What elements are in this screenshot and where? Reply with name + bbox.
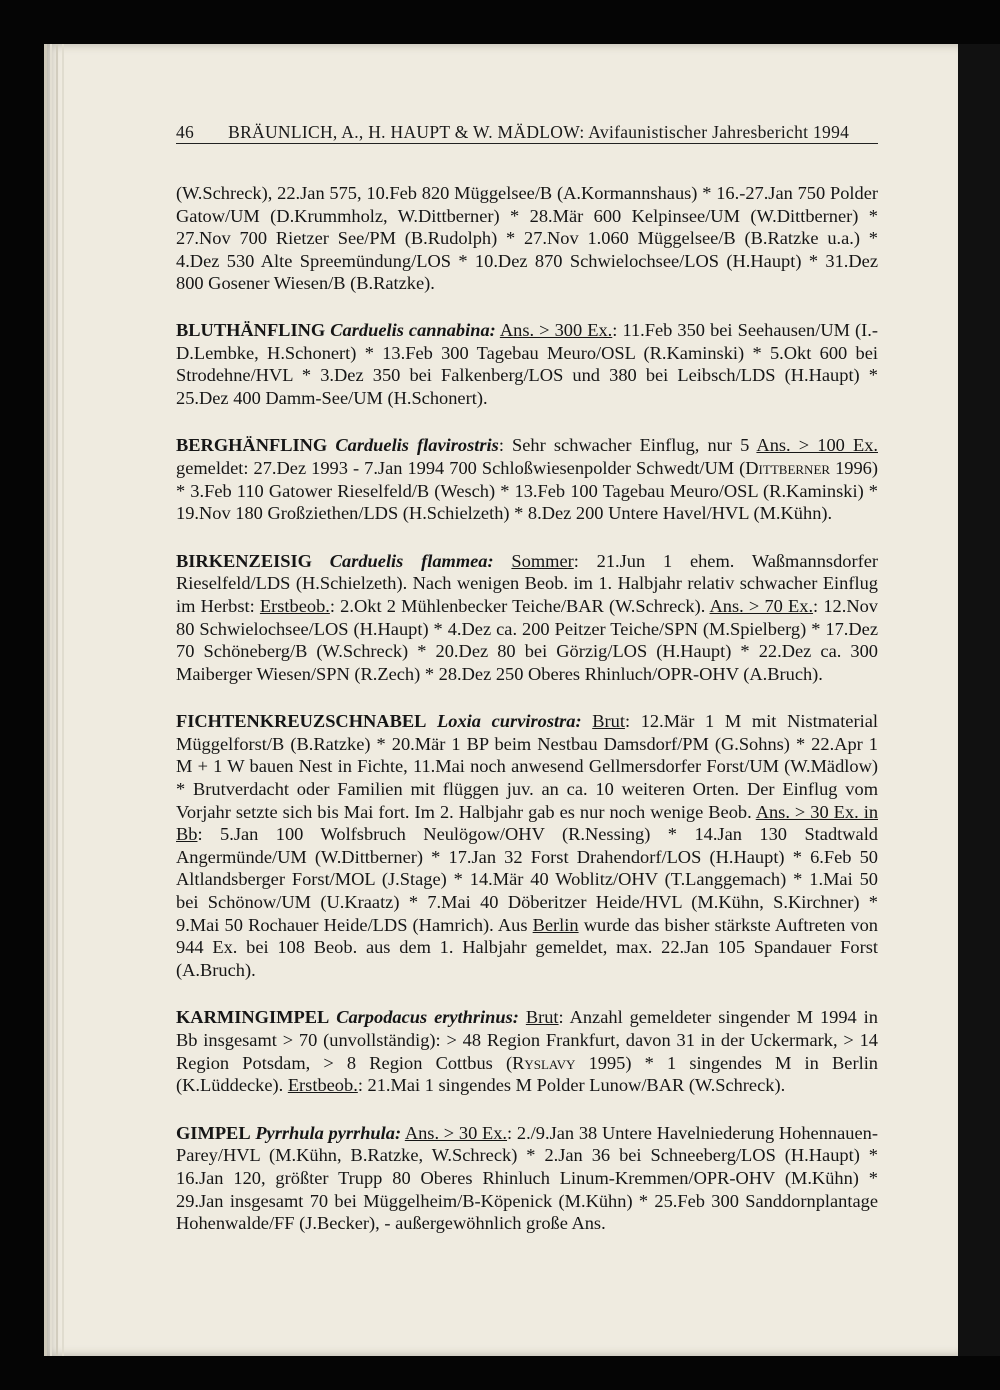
main-text xyxy=(176,182,878,1260)
species-name: BIRKENZEISIG xyxy=(176,550,312,571)
entry-text: : 21.Jun 1 ehem. Waßmannsdorfer Rieselfeld/LDS (H.Schielzeth). Nach wenigen Beob. im 1. Halbjahr relativ schwacher Einflug im Herbst: xyxy=(176,550,878,616)
species-name: KARMINGIMPEL xyxy=(176,1007,330,1028)
section-label: Ans. > 70 Ex. xyxy=(709,595,814,616)
entry-text: : 2.Okt 2 Mühlenbecker Teiche/BAR (W.Schreck). xyxy=(329,595,710,616)
intro-paragraph xyxy=(176,182,878,295)
page-edge xyxy=(62,44,64,1356)
binding-gutter xyxy=(958,44,1000,1356)
species-entry-fichtenkreuzschnabel: FICHTENKREUZSCHNABEL Loxia curvirostra: Brut: 12.Mär 1 M mit Nistmaterial Müggelforst/B (B.Ratzke) * 20.Mär 1 BP beim Nestbau Damsdorf/PM (G.Sohns) * 22.Apr 1 M + 1 W bauen Nest in Fichte, 11.Mai noch anwesend Gellmersdorfer Forst/UM (W.Mädlow) * Brutverdacht oder Familien mit flüggen juv. an ca. 10 weiteren Orten. Der Einflug vom Vorjahr setzte sich bis Mai fort. Im 2. Halbjahr gab es nur noch wenige Beob. Ans. > 30 Ex. in Bb: 5.Jan 100 Wolfsbruch Neulögow/OHV (R.Nessing) * 14.Jan 130 Stadtwald Angermünde/UM (W.Dittberner) * 17.Jan 32 Forst Drahendorf/LOS (H.Haupt) * 6.Feb 50 Altlandsberger Forst/MOL (J.Stage) * 14.Mär 40 Woblitz/OHV (T.Langgemach) * 1.Mai 50 bei Schönow/UM (U.Kraatz) * 7.Mai 40 Döberitzer Heide/HVL (M.Kühn, S.Kirchner) * 9.Mai 50 Rochauer Heide/LDS (Hamrich). Aus Berlin wurde das bisher stärkste Auftreten von 944 Ex. bei 108 Beob. aus dem 1. Halbjahr gemeldet, max. 22.Jan 105 Spandauer Forst (A.Bruch). xyxy=(176,711,879,980)
species-name: BERGHÄNFLING xyxy=(176,435,328,456)
entry-text: 1995) * 1 singendes M in Berlin (K.Lüddecke). xyxy=(176,1052,878,1096)
entry-text: : 12.Nov 80 Schwielochsee/LOS (H.Haupt) * 4.Dez ca. 200 Peitzer Teiche/SPN (M.Spielberg) * 17.Dez 70 Schöneberg/B (W.Schreck) * 20.Dez 80 bei Görzig/LOS (H.Haupt) * 22.Dez ca. 300 Maiberger Wiesen/SPN (R.Zech) * 28.Dez 250 Oberes Rhinluch/OPR-OHV (A.Bruch). xyxy=(176,595,878,684)
entry-text: : Sehr schwacher Einflug, nur 5 xyxy=(498,435,757,456)
reference-author: Dittberner xyxy=(745,457,831,478)
entry-text: gemeldet: 27.Dez 1993 - 7.Jan 1994 700 Schloßwiesenpolder Schwedt/UM ( xyxy=(176,457,746,478)
running-header xyxy=(176,121,878,144)
section-label: Brut xyxy=(525,1007,559,1028)
entry-text: : 2./9.Jan 38 Untere Havelniederung Hohennauen-Parey/HVL (M.Kühn, B.Ratzke, W.Schreck) * 2.Jan 36 bei Schneeberg/LOS (H.Haupt) * 16.Jan 120, größter Trupp 80 Oberes Rhinluch Linum-Kremmen/OPR-OHV (M.Kühn) * 29.Jan insgesamt 70 bei Müggelheim/B-Köpenick (M.Kühn) * 25.Feb 300 Sanddornplantage Hohenwalde/FF (J.Becker), - außergewöhnlich große Ans. xyxy=(176,1122,878,1234)
scientific-name: Carduelis flammea xyxy=(329,550,488,571)
page-number: 46 xyxy=(176,122,195,142)
section-label: Ans. > 30 Ex. xyxy=(404,1122,508,1143)
section-label: Erstbeob. xyxy=(287,1075,358,1096)
species-name: GIMPEL xyxy=(176,1122,251,1143)
species-entry-karmingimpel: KARMINGIMPEL Carpodacus erythrinus: Brut: Anzahl gemeldeter singender M 1994 in Bb insgesamt > 70 (unvollständig): > 48 Region Frankfurt, davon 31 in der Uckermark, > 14 Region Potsdam, > 8 Region Cottbus (Ryslavy 1995) * 1 singendes M in Berlin (K.Lüddecke). Erstbeob.: 21.Mai 1 singendes M Polder Lunow/BAR (W.Schreck). xyxy=(176,1007,878,1096)
species-entry-bluthaenfling: BLUTHÄNFLING Carduelis cannabina: Ans. > 300 Ex.: 11.Feb 350 bei Seehausen/UM (I.-D.Lembke, H.Schonert) * 13.Feb 300 Tagebau Meuro/OSL (R.Kaminski) * 5.Okt 600 bei Strodehne/HVL * 3.Dez 350 bei Falkenberg/LOS und 380 bei Leibsch/LDS (H.Haupt) * 25.Dez 400 Damm-See/UM (H.Schonert). xyxy=(176,319,878,408)
section-label: Ans. > 100 Ex. xyxy=(756,435,878,456)
section-label: Ans. > 30 Ex. in Bb xyxy=(176,801,879,845)
paragraph-text: (W.Schreck), 22.Jan 575, 10.Feb 820 Müggelsee/B (A.Kormannshaus) * 16.-27.Jan 750 Polder Gatow/UM (D.Krummholz, W.Dittberner) * 28.Mär 600 Kelpinsee/UM (W.Dittberner) * 27.Nov 700 Rietzer See/PM (B.Rudolph) * 27.Nov 1.060 Müggelsee/B (B.Ratzke u.a.) * 4.Dez 530 Alte Spreemündung/LOS * 10.Dez 870 Schwielochsee/LOS (H.Haupt) * 31.Dez 800 Gosener Wiesen/B (B.Ratzke). xyxy=(176,183,878,294)
entry-text: : 5.Jan 100 Wolfsbruch Neulögow/OHV (R.Nessing) * 14.Jan 130 Stadtwald Angermünde/UM (W.Dittberner) * 17.Jan 32 Forst Drahendorf/LOS (H.Haupt) * 6.Feb 50 Altlandsberger Forst/MOL (J.Stage) * 14.Mär 40 Woblitz/OHV (T.Langgemach) * 1.Mai 50 bei Schönow/UM (U.Kraatz) * 7.Mai 40 Döberitzer Heide/HVL (M.Kühn, S.Kirchner) * 9.Mai 50 Rochauer Heide/LDS (Hamrich). Aus xyxy=(176,824,878,935)
entry-text: 1996) * 3.Feb 110 Gatower Rieselfeld/B (Wesch) * 13.Feb 100 Tagebau Meuro/OSL (R.Kaminski) * 19.Nov 180 Großziethen/LDS (H.Schielzeth) * 8.Dez 200 Untere Havel/HVL (M.Kühn). xyxy=(176,457,878,524)
entry-text: : 12.Mär 1 M mit Nistmaterial Müggelforst/B (B.Ratzke) * 20.Mär 1 BP beim Nestbau Damsdorf/PM (G.Sohns) * 22.Apr 1 M + 1 W bauen Nest in Fichte, 11.Mai noch anwesend Gellmersdorfer Forst/UM (W.Mädlow) * Brutverdacht oder Familien mit flüggen juv. an ca. 10 weiteren Orten. Der Einflug vom Vorjahr setzte sich bis Mai fort. Im 2. Halbjahr gab es nur noch wenige Beob. xyxy=(176,711,878,822)
section-label: Berlin xyxy=(532,914,579,935)
section-label: Erstbeob. xyxy=(259,595,330,616)
running-title: BRÄUNLICH, A., H. HAUPT & W. MÄDLOW: Avifaunistischer Jahresbericht 1994 xyxy=(228,122,850,142)
page-edge xyxy=(44,44,47,1356)
species-name: BLUTHÄNFLING xyxy=(176,319,326,340)
page-edge xyxy=(56,44,58,1356)
entry-text: : 21.Mai 1 singendes M Polder Lunow/BAR (W.Schreck). xyxy=(357,1075,786,1096)
scientific-name: Pyrrhula pyrrhula xyxy=(255,1122,395,1143)
scientific-name: Carpodacus erythrinus xyxy=(336,1007,513,1028)
scientific-name: Carduelis flavirostris xyxy=(335,435,499,456)
species-entry-gimpel: GIMPEL Pyrrhula pyrrhula: Ans. > 30 Ex.: 2./9.Jan 38 Untere Havelniederung Hohennauen-Parey/HVL (M.Kühn, B.Ratzke, W.Schreck) * 2.Jan 36 bei Schneeberg/LOS (H.Haupt) * 16.Jan 120, größter Trupp 80 Oberes Rhinluch Linum-Kremmen/OPR-OHV (M.Kühn) * 29.Jan insgesamt 70 bei Müggelheim/B-Köpenick (M.Kühn) * 25.Feb 300 Sanddornplantage Hohenwalde/FF (J.Becker), - außergewöhnlich große Ans. xyxy=(176,1122,878,1234)
species-name: FICHTENKREUZSCHNABEL xyxy=(176,711,427,732)
section-label: Sommer xyxy=(511,550,574,571)
scientific-name: Carduelis cannabina xyxy=(330,319,490,340)
entry-text: : Anzahl gemeldeter singender M 1994 in Bb insgesamt > 70 (unvollständig): > 48 Region Frankfurt, davon 31 in der Uckermark, > 14 Region Potsdam, > 8 Region Cottbus ( xyxy=(176,1007,878,1073)
entry-text: : 11.Feb 350 bei Seehausen/UM (I.-D.Lembke, H.Schonert) * 13.Feb 300 Tagebau Meuro/OSL (R.Kaminski) * 5.Okt 600 bei Strodehne/HVL * 3.Dez 350 bei Falkenberg/LOS und 380 bei Leibsch/LDS (H.Haupt) * 25.Dez 400 Damm-See/UM (H.Schonert). xyxy=(176,319,878,408)
species-entry-birkenzeisig: BIRKENZEISIG Carduelis flammea: Sommer: 21.Jun 1 ehem. Waßmannsdorfer Rieselfeld/LDS (H.Schielzeth). Nach wenigen Beob. im 1. Halbjahr relativ schwacher Einflug im Herbst: Erstbeob.: 2.Okt 2 Mühlenbecker Teiche/BAR (W.Schreck). Ans. > 70 Ex.: 12.Nov 80 Schwielochsee/LOS (H.Haupt) * 4.Dez ca. 200 Peitzer Teiche/SPN (M.Spielberg) * 17.Dez 70 Schöneberg/B (W.Schreck) * 20.Dez 80 bei Görzig/LOS (H.Haupt) * 22.Dez ca. 300 Maiberger Wiesen/SPN (R.Zech) * 28.Dez 250 Oberes Rhinluch/OPR-OHV (A.Bruch). xyxy=(176,550,878,684)
entry-text: wurde das bisher stärkste Auftreten von 944 Ex. bei 108 Beob. aus dem 1. Halbjahr gemeldet, max. 22.Jan 105 Spandauer Forst (A.Bruch). xyxy=(176,914,878,980)
scientific-name: Loxia curvirostra xyxy=(437,711,576,732)
page-edge xyxy=(50,44,52,1356)
section-label: Brut xyxy=(592,711,625,732)
species-entry-berghaenfling xyxy=(176,434,878,524)
section-label: Ans. > 300 Ex. xyxy=(499,319,613,340)
reference-author: Ryslavy xyxy=(512,1052,576,1073)
